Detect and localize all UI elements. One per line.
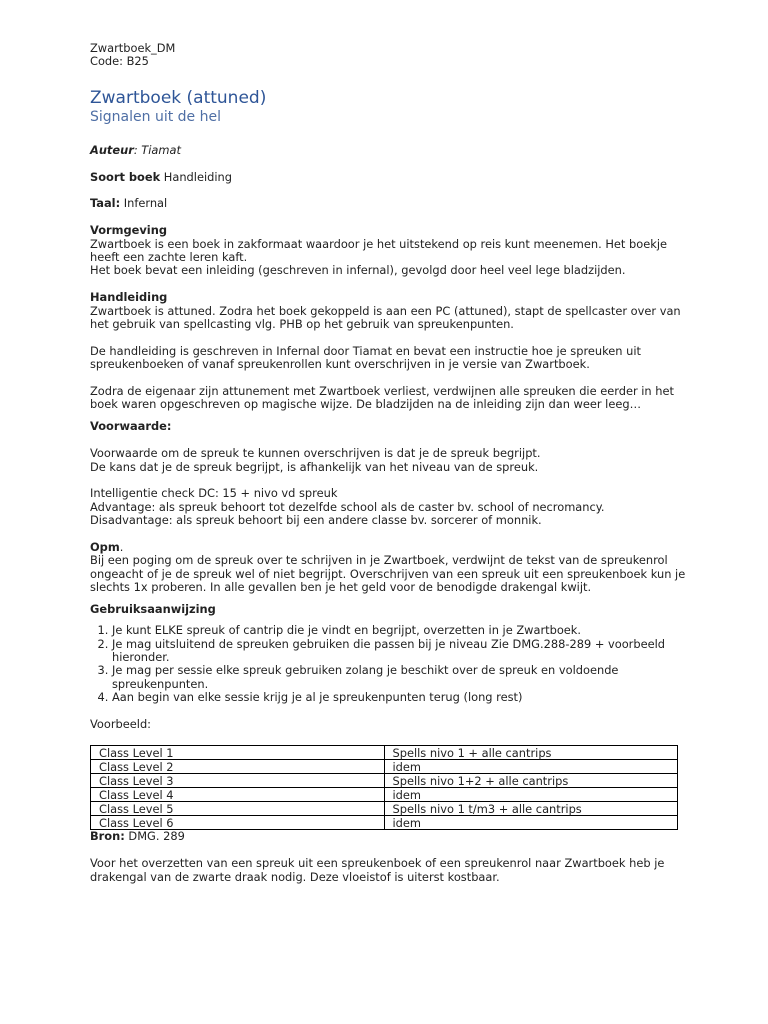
disadvantage-line: Disadvantage: als spreuk behoort bij een andere classe bv. sorcerer of monnik. [90,513,542,528]
class-level-cell: Class Level 6 [91,816,385,830]
spells-cell: Spells nivo 1+2 + alle cantrips [384,774,678,788]
opm-heading-line [90,541,690,554]
spells-cell: idem [384,816,678,830]
taal-line [90,197,690,210]
spells-cell: idem [384,760,678,774]
class-level-cell: Class Level 4 [91,788,385,802]
voorbeeld-label: Voorbeeld: [90,716,152,731]
advantage-line: Advantage: als spreuk behoort tot dezelfde school als de caster bv. school of necromancy. [90,499,605,514]
table-row [91,746,678,760]
handleiding-heading: Handleiding [90,290,168,305]
spells-cell: Spells nivo 1 + alle cantrips [384,746,678,760]
bron-label: Bron: [90,829,125,844]
gebruik-item: 2. Je mag uitsluitend de spreuken gebruiken die passen bij je niveau Zie DMG.288-289 + voorbeeld hieronder. [112,638,690,665]
bron-value: DMG. 289 [124,829,185,844]
closing-text: Voor het overzetten van een spreuk uit een spreukenboek of een spreukenrol naar Zwartboek heb je drakengal van de zwarte draak nodig. Deze vloeistof is uiterst kostbaar. [90,856,665,884]
class-level-cell: Class Level 5 [91,802,385,816]
vormgeving-line1: Zwartboek is een boek in zakformaat waardoor je het uitstekend op reis kunt meenemen. Het boekje heeft een zachte leren kaft. [90,236,667,265]
table-row [91,774,678,788]
doc-code: Code: B25 [90,54,149,69]
voorwaarde-line1: Voorwaarde om de spreuk te kunnen overschrijven is dat je de spreuk begrijpt. [90,446,541,461]
page-title: Zwartboek (attuned) [90,87,267,108]
table-row [91,788,678,802]
handleiding-para3: Zodra de eigenaar zijn attunement met Zwartboek verliest, verdwijnen alle spreuken die eerder in het boek waren opgeschreven op magische wijze. De bladzijden na de inleiding zijn dan weer leeg… [90,384,674,412]
check-line: Intelligentie check DC: 15 + nivo vd spreuk [90,486,338,501]
opm-heading: Opm [90,540,120,555]
taal-value: Infernal [120,196,168,211]
voorwaarde-heading: Voorwaarde: [90,418,172,433]
gebruik-heading: Gebruiksaanwijzing [90,601,216,616]
gebruik-item: 3. Je mag per sessie elke spreuk gebruiken zolang je beschikt over de spreuk en voldoende spreukenpunten. [112,664,690,691]
gebruik-list [90,624,690,704]
doc-id: Zwartboek_DM [90,41,176,55]
opm-text: Bij een poging om de spreuk over te schrijven in je Zwartboek, verdwijnt de tekst van de spreukenrol ongeacht of je de spreuk wel of niet begrijpt. Overschrijven van een spreuk uit een spreukenboek kun je slechts 1x proberen. In alle gevallen ben je het geld voor de benodigde drakengal kwijt. [90,553,686,595]
voorwaarde-line2: De kans dat je de spreuk begrijpt, is afhankelijk van het niveau van de spreuk. [90,459,539,474]
level-table [90,745,678,830]
bron-line [90,830,690,843]
document [90,42,690,884]
soort-line [90,171,690,184]
spells-cell: Spells nivo 1 t/m3 + alle cantrips [384,802,678,816]
vormgeving-heading: Vormgeving [90,223,167,238]
class-level-cell: Class Level 3 [91,774,385,788]
class-level-cell: Class Level 1 [91,746,385,760]
gebruik-item: 4. Aan begin van elke sessie krijg je al je spreukenpunten terug (long rest) [112,691,690,704]
soort-value: Handleiding [160,169,232,184]
page-subtitle: Signalen uit de hel [90,108,221,125]
table-row [91,802,678,816]
gebruik-item: 1. Je kunt ELKE spreuk of cantrip die je vindt en begrijpt, overzetten in je Zwartboek. [112,624,690,637]
handleiding-para2: De handleiding is geschreven in Infernal door Tiamat en bevat een instructie hoe je spreuken uit spreukenboeken of vanaf spreukenrollen kunt overschrijven in je versie van Zwartboek. [90,343,641,372]
opm-dot: . [119,540,124,555]
table-row [91,816,678,830]
taal-label: Taal: [90,196,121,211]
soort-label: Soort boek [90,169,161,184]
auteur-label: Auteur [90,142,134,157]
handleiding-para1: Zwartboek is attuned. Zodra het boek gekoppeld is aan een PC (attuned), stapt de spellcaster over van het gebruik van spellcasting vlg. PHB op het gebruik van spreukenpunten. [90,303,681,332]
auteur-value: : Tiamat [133,142,181,157]
spells-cell: idem [384,788,678,802]
vormgeving-line2: Het boek bevat een inleiding (geschreven in infernal), gevolgd door heel veel lege bladzijden. [90,263,626,278]
auteur-line [90,144,690,157]
class-level-cell: Class Level 2 [91,760,385,774]
table-row [91,760,678,774]
